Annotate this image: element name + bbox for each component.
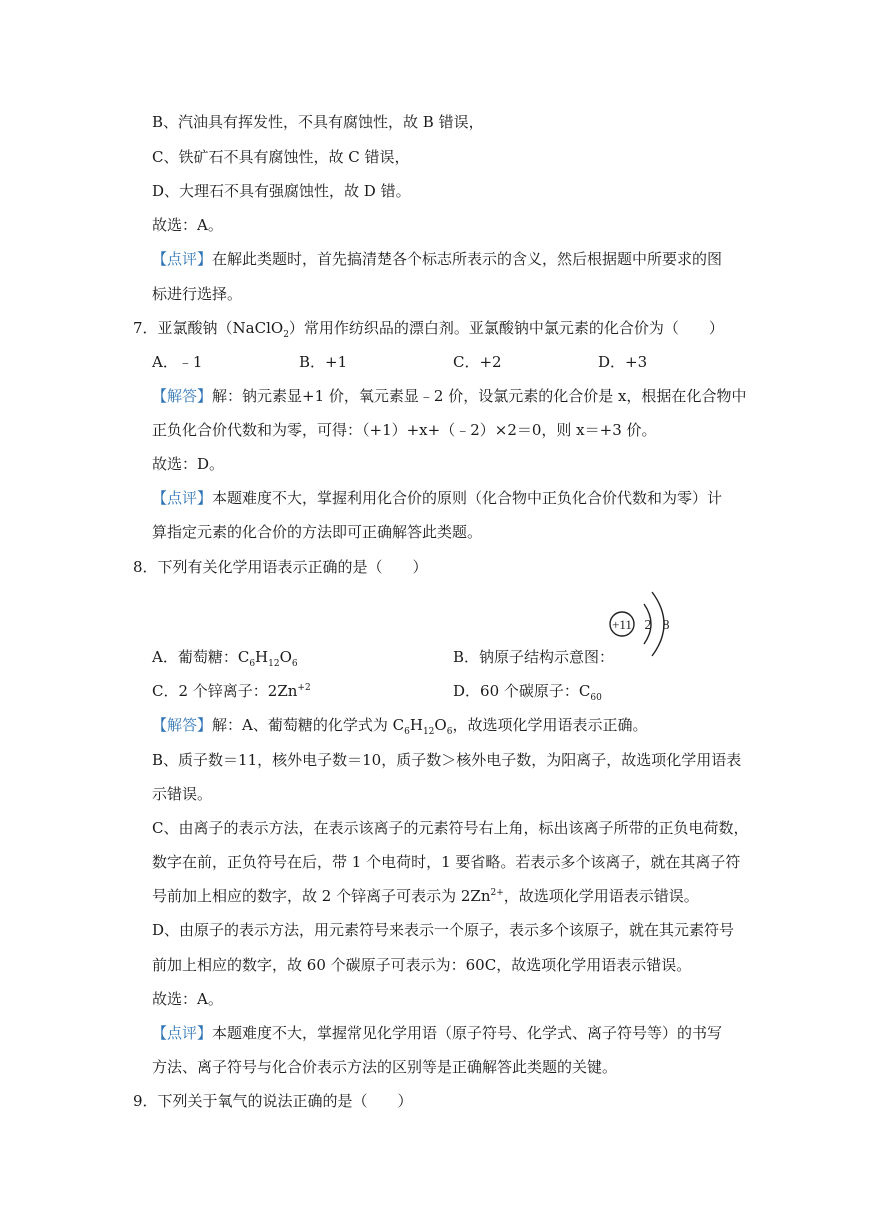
q8-answer: 【解答】解：A、葡萄糖的化学式为 $C_6H_{12}O_6$，故选项化学用语表示正确。 xyxy=(152,716,648,737)
question-number: 9． xyxy=(133,1092,158,1110)
q7-review: 【点评】本题难度不大，掌握利用化合价的原则（化合物中正负化合价代数和为零）计 xyxy=(152,489,723,507)
q7-review-cont: 算指定元素的化合价的方法即可正确解答此类题。 xyxy=(152,523,483,541)
q8-review-cont: 方法、离子符号与化合价表示方法的区别等是正确解答此类题的关键。 xyxy=(152,1058,618,1076)
q8-answer-b: B、质子数＝11，核外电子数＝10，质子数＞核外电子数，为阳离子，故选项化学用语表 xyxy=(152,751,742,769)
q9-stem: 9．下列关于氧气的说法正确的是（ ） xyxy=(133,1092,413,1110)
q6-line-d: D、大理石不具有强腐蚀性，故 D 错。 xyxy=(152,182,411,200)
q8-option-d: D．60 个碳原子：$C_{60}$ xyxy=(453,682,602,703)
nucleus-charge: +11 xyxy=(612,617,632,632)
q6-choose: 故选：A。 xyxy=(152,216,223,234)
q8-option-c: C．2 个锌离子：$2Zn^{+2}$ xyxy=(152,682,311,700)
q6-line-c: C、铁矿石不具有腐蚀性，故 C 错误， xyxy=(152,148,410,166)
q7-option-b: B．+1 xyxy=(299,353,348,371)
q6-review-cont: 标进行选择。 xyxy=(152,285,243,303)
q8-stem: 8．下列有关化学用语表示正确的是（ ） xyxy=(133,558,428,576)
q8-answer-c-cont2: 号前加上相应的数字，故 2 个锌离子可表示为 $2Zn^{2+}$，故选项化学用语表示错误。 xyxy=(152,887,699,905)
sodium-atom-diagram xyxy=(608,586,680,662)
review-tag: 【点评】 xyxy=(152,1024,213,1042)
q6-review xyxy=(152,249,722,269)
q8-answer-d-cont: 前加上相应的数字，故 60 个碳原子可表示为：60C，故选项化学用语表示错误。 xyxy=(152,956,692,974)
review-tag: 【点评】 xyxy=(152,489,213,507)
shell-1-electrons: 2 xyxy=(644,618,652,633)
q7-answer-cont: 正负化合价代数和为零，可得：（+1）+x+（﹣2）×2＝0，则 x＝+3 价。 xyxy=(152,421,657,439)
q8-choose: 故选：A。 xyxy=(152,990,223,1008)
q7-stem: 7．亚氯酸钠（NaClO$_2$）常用作纺织品的漂白剂。亚氯酸钠中氯元素的化合价为（ ） xyxy=(133,319,724,340)
q8-answer-d: D、由原子的表示方法，用元素符号来表示一个原子，表示多个该原子，就在其元素符号 xyxy=(152,921,735,939)
q8-answer-b-cont: 示错误。 xyxy=(152,785,213,803)
q8-answer-c-cont1: 数字在前，正负符号在后，带 1 个电荷时，1 要省略。若表示多个该离子，就在其离子符 xyxy=(152,853,741,871)
q7-option-c: C．+2 xyxy=(453,353,502,371)
q7-option-a: A．﹣1 xyxy=(152,353,203,371)
q7-option-d: D．+3 xyxy=(598,353,648,371)
review-text: 在解此类题时，首先搞清楚各个标志所表示的含义，然后根据题中所要求的图 xyxy=(212,250,723,268)
shell-2-electrons: 8 xyxy=(662,618,670,633)
question-number: 7． xyxy=(133,319,158,337)
q7-answer: 【解答】解：钠元素显+1 价，氧元素显﹣2 价，设氯元素的化合价是 x，根据在化合物中 xyxy=(152,387,747,405)
question-number: 8． xyxy=(133,558,158,576)
q7-choose: 故选：D。 xyxy=(152,455,225,473)
q8-option-a: A．葡萄糖：$C_6H_{12}O_6$ xyxy=(152,648,298,669)
q8-option-b: B．钠原子结构示意图： xyxy=(453,648,615,666)
q8-review: 【点评】本题难度不大，掌握常见化学用语（原子符号、化学式、离子符号等）的书写 xyxy=(152,1024,723,1042)
review-tag: 【点评】 xyxy=(152,250,213,268)
answer-tag: 【解答】 xyxy=(152,387,213,405)
q6-line-b: B、汽油具有挥发性，不具有腐蚀性，故 B 错误， xyxy=(152,113,484,131)
q8-answer-c: C、由离子的表示方法，在表示该离子的元素符号右上角，标出该离子所带的正负电荷数， xyxy=(152,819,749,837)
answer-tag: 【解答】 xyxy=(152,716,213,734)
